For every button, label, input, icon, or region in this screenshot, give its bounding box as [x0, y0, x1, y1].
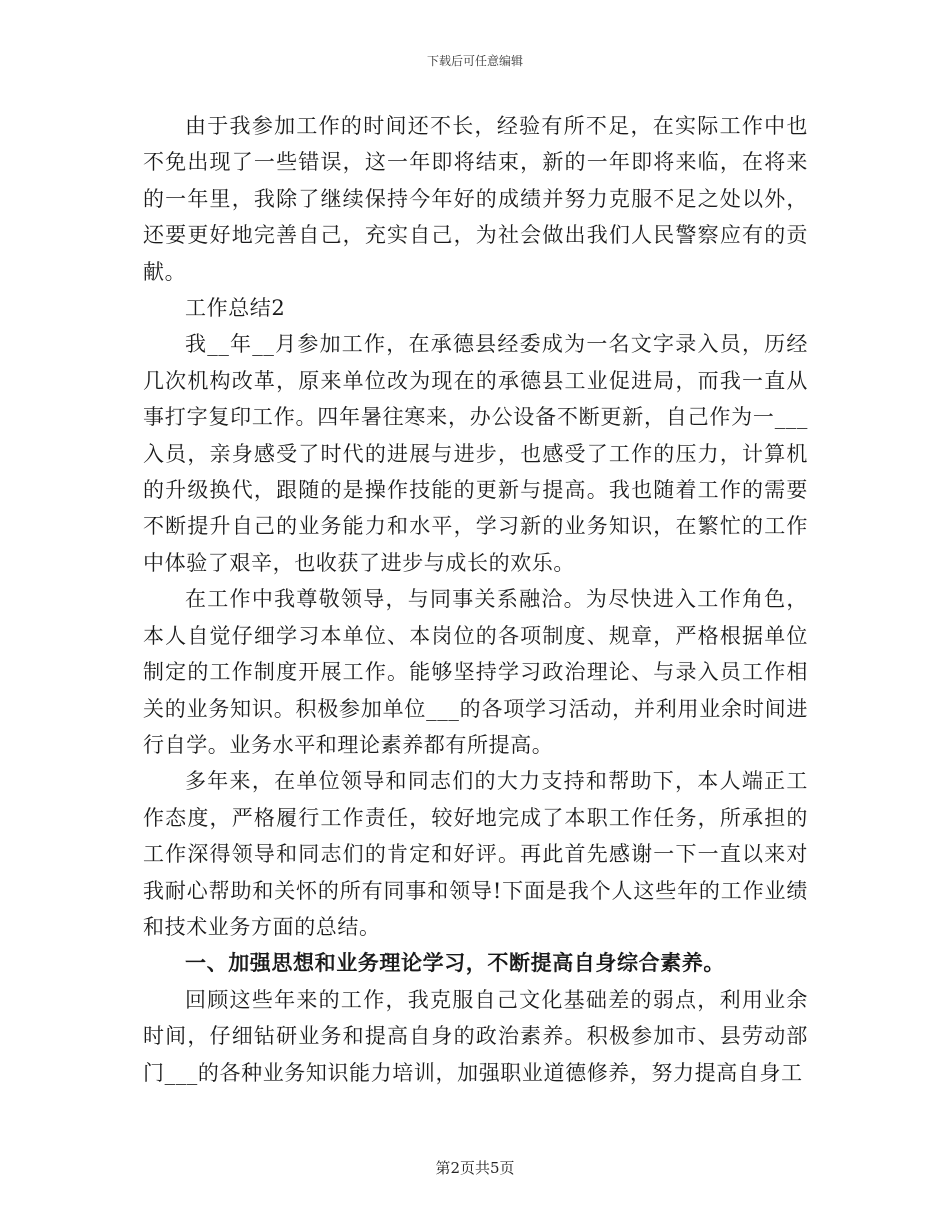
paragraph-4: 多年来，在单位领导和同志们的大力支持和帮助下，本人端正工作态度，严格履行工作责任，较好地完成了本职工作任务，所承担的工作深得领导和同志们的肯定和好评。再此首先感谢一下一直以来对我耐心帮助和关怀的所有同事和领导!下面是我个人这些年的工作业绩和技术业务方面的总结。	[143, 769, 808, 939]
paragraph-2: 我__年__月参加工作，在承德县经委成为一名文字录入员，历经几次机构改革，原来单位改为现在的承德县工业促进局，而我一直从事打字复印工作。四年暑往寒来，办公设备不断更新，自己作为一___入员，亲身感受了时代的进展与进步，也感受了工作的压力，计算机的升级换代，跟随的是操作技能的更新与提高。我也随着工作的需要不断提升自己的业务能力和水平，学习新的业务知识，在繁忙的工作中体验了艰辛，也收获了进步与成长的欢乐。	[143, 332, 808, 575]
document-body	[143, 108, 808, 1091]
paragraph-3: 在工作中我尊敬领导，与同事关系融洽。为尽快进入工作角色，本人自觉仔细学习本单位、本岗位的各项制度、规章，严格根据单位制定的工作制度开展工作。能够坚持学习政治理论、与录入员工作相关的业务知识。积极参加单位___的各项学习活动，并利用业余时间进行自学。业务水平和理论素养都有所提高。	[143, 587, 808, 757]
page-header-note: 下载后可任意编辑	[426, 54, 523, 68]
paragraph-5: 回顾这些年来的工作，我克服自己文化基础差的弱点，利用业余时间，仔细钻研业务和提高自身的政治素养。积极参加市、县劳动部门___的各种业务知识能力培训，加强职业道德修养，努力提高自身工	[143, 987, 808, 1085]
section-title-work-summary-2: 工作总结2	[185, 296, 286, 321]
section-heading-1: 一、加强思想和业务理论学习，不断提高自身综合素养。	[185, 950, 725, 976]
page-number: 第2页共5页	[435, 1159, 515, 1177]
paragraph-1: 由于我参加工作的时间还不长，经验有所不足，在实际工作中也不免出现了一些错误，这一年即将结束，新的一年即将来临，在将来的一年里，我除了继续保持今年好的成绩并努力克服不足之处以外，还要更好地完善自己，充实自己，为社会做出我们人民警察应有的贡献。	[143, 114, 808, 284]
